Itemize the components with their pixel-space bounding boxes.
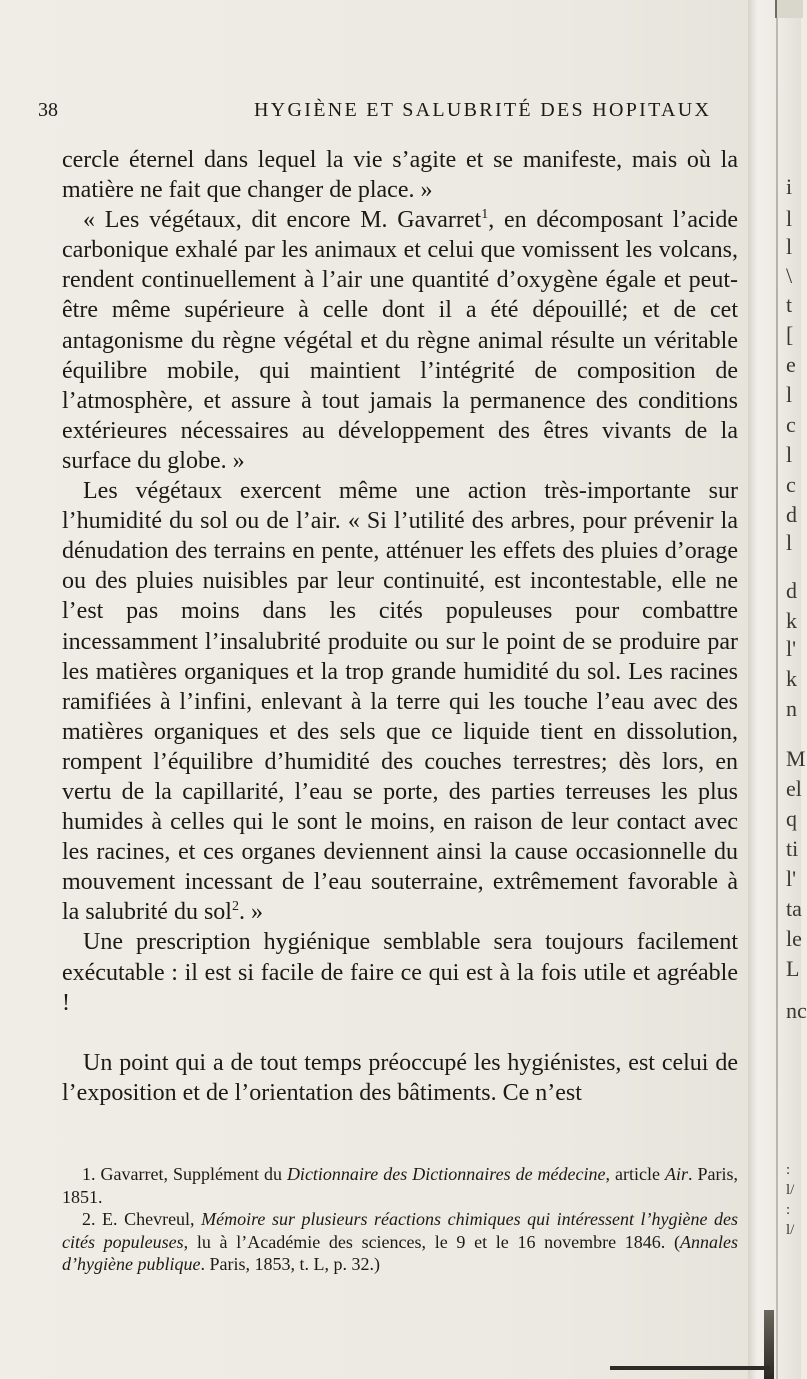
edge-char: nc	[786, 998, 807, 1023]
footnotes	[62, 1163, 738, 1276]
scan-bottom-mark	[610, 1366, 770, 1370]
edge-char: \	[786, 263, 793, 288]
text-run: 2. E. Chevreul,	[82, 1209, 202, 1229]
paragraph: Un point qui a de tout temps préoccupé les hygiénistes, est celui de l’exposition et de l’orientation des bâtiments. Ce n’est	[62, 1049, 738, 1106]
edge-char: t	[786, 292, 793, 317]
edge-char: d	[786, 502, 797, 527]
text-run: Mémoire sur plusieurs réactions chimiques qui intéressent l’hygiène des cités populeuses	[62, 1209, 739, 1252]
paragraph: Une prescription hygiénique semblable sera toujours facilement exécutable : il est si facile de faire ce qui est à la fois utile et agréable !	[62, 929, 738, 1016]
text-run: Annales d’hygiène publique	[62, 1231, 738, 1274]
edge-char: d	[786, 578, 797, 603]
page-number: 38	[38, 99, 58, 121]
text-run: Les végétaux exercent même une action très-importante sur l’humidité du sol ou de l’air. « Si l’utilité des arbres, pour prévenir la dénudation des terrains en pente, atténuer les effets des pluies d’orage ou des pluies nuisibles par leur continuité, est incontestable, elle ne l’est pas moins dans les cités populeuses pour combattre incessamment l’insalubrité produite ou sur le point de se produire par les matières organiques et la trop grande humidité du sol. Les racines ramifiées à l’infini, enlevant à la terre qui les touche l’eau avec des matières organiques et des sels que ce liquide tient en dissolution, rompent l’équilibre d’humidité des couches terrestres; dès lors, en vertu de la capillarité, l’eau se porte, des parties terreuses les plus humides à celles qui le sont le moins, en raison de leur contact avec les racines, et ces organes deviennent ainsi la cause occasionnelle du mouvement incessant de l’eau souterraine, extrêmement favorable à la salubrité du sol	[62, 478, 738, 926]
scan-corner	[775, 0, 803, 18]
edge-char: M	[786, 746, 806, 771]
footnote	[62, 1208, 738, 1276]
footnote-ref: 2	[231, 899, 239, 915]
edge-char: l'	[786, 636, 797, 661]
edge-char: l	[786, 530, 793, 555]
text-run: Air	[664, 1164, 688, 1184]
edge-char: l	[786, 206, 793, 231]
text-run: , lu à l’Académie des sciences, le 9 et le 16 novembre 1846. (	[183, 1231, 680, 1252]
paragraph	[62, 205, 738, 476]
text-run: . »	[238, 899, 263, 926]
text-run: . Paris, 1853, t. L, p. 32.)	[200, 1254, 380, 1274]
edge-char: :	[786, 1162, 791, 1178]
edge-char: q	[786, 806, 797, 831]
text-run: , en décomposant l’acide carbonique exhalé par les animaux et celui que vomissent les volcans, rendent continuellement à l’air une quantité d’oxygène égale et peut-être même supérieure à celle dont il a été dépouillé; et de cet antagonisme du règne végétal et du règne animal résulte un véritable équilibre mobile, qui maintient l’intégrité de composition de l’atmosphère, et assure à tout jamais la permanence des conditions extérieures nécessaires au développement des êtres vivants de la surface du globe. »	[62, 207, 738, 474]
text-run: « Les végétaux, dit encore M. Gavarret	[83, 207, 482, 234]
text-run: 1. Gavarret, Supplément du	[82, 1164, 287, 1184]
edge-char: L	[786, 956, 800, 981]
edge-char: k	[786, 666, 797, 691]
edge-char: :	[786, 1202, 791, 1218]
text-run: , article	[605, 1164, 665, 1184]
edge-char: l/	[786, 1182, 795, 1198]
paragraph: cercle éternel dans lequel la vie s’agite et se manifeste, mais où la matière ne fait que changer de place. »	[62, 147, 738, 204]
edge-char: c	[786, 472, 796, 497]
running-title: HYGIÈNE ET SALUBRITÉ DES HOPITAUX	[254, 99, 712, 121]
edge-char: n	[786, 696, 797, 721]
edge-char: k	[786, 608, 797, 633]
text-run: . Paris, 1851.	[62, 1164, 738, 1207]
main-text	[62, 145, 738, 1108]
edge-char: l	[786, 382, 793, 407]
edge-char: c	[786, 412, 796, 437]
edge-char: le	[786, 926, 802, 951]
edge-char: l	[786, 234, 793, 259]
binding-line	[776, 0, 778, 1379]
paragraph	[62, 476, 738, 927]
edge-char: ta	[786, 896, 802, 921]
edge-char: i	[786, 174, 793, 199]
edge-char: l/	[786, 1222, 795, 1238]
edge-char: [	[786, 322, 794, 347]
edge-char: l	[786, 442, 793, 467]
edge-char: e	[786, 352, 796, 377]
edge-char: l'	[786, 866, 797, 891]
footnote	[62, 1163, 738, 1208]
edge-char: ti	[786, 836, 799, 861]
footnote-ref: 1	[481, 207, 489, 223]
text-run: Dictionnaire des Dictionnaires de médecine	[286, 1164, 606, 1184]
running-header	[38, 98, 738, 122]
edge-char: el	[786, 776, 802, 801]
